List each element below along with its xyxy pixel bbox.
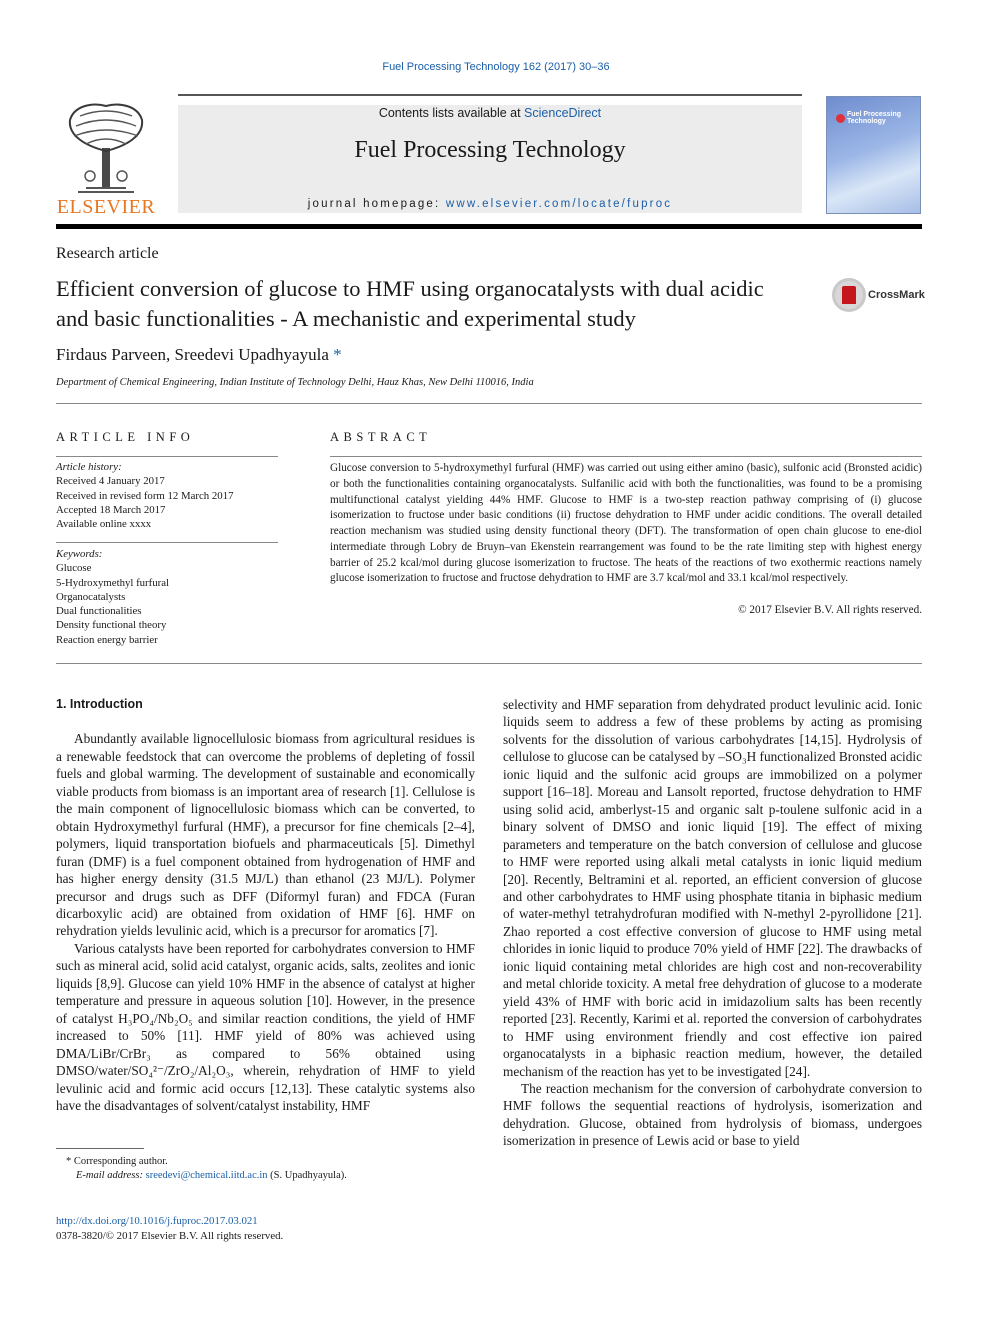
section-heading: 1. Introduction	[56, 697, 143, 711]
abstract-heading: ABSTRACT	[330, 430, 432, 444]
keyword: Glucose	[56, 562, 92, 575]
abstract-text: Glucose conversion to 5-hydroxymethyl furfural (HMF) was carried out using either amino (basic), sulfonic acid (Bronsted acidic) or both the functionalities containing organocatalysts. Sulfanilic acid with both the functionalities, was found to be a promising multifunctional catalyst yielding 44% HMF. Glucose to HMF is a two-step reaction pathway comprising of (i) glucose isomerization to fructose under basic conditions (ii) fructose dehydration to HMF under acidic conditions. The overall detailed reaction mechanism was studied using density functional theory (DFT). The transformation of open chain glucose to ene-diol intermediate through Lobry de Bruyn–van Ekenstein rearrangement was found to be the rate limiting step with highest energy barrier of 25.2 kcal/mol during glucose isomerization to fructose. The heats of the reactions of two exothermic reactions namely glucose isomerization to fructose and fructose dehydration to HMF are 3.7 kcal/mol and 33.1 kcal/mol respectively.	[330, 462, 922, 585]
footnote-rule	[56, 1148, 144, 1149]
crossmark-icon[interactable]	[832, 278, 866, 312]
elsevier-wordmark: ELSEVIER	[56, 196, 156, 218]
article-title: Efficient conversion of glucose to HMF using organocatalysts with dual acidic and basic functionalities - A mechanistic and experimental study	[56, 276, 764, 331]
article-history	[56, 460, 278, 531]
abstract-rule	[330, 456, 922, 457]
email-link[interactable]: sreedevi@chemical.iitd.ac.in	[145, 1170, 268, 1181]
sciencedirect-link[interactable]: ScienceDirect	[524, 106, 602, 120]
keywords-rule	[56, 542, 278, 543]
history-item: Accepted 18 March 2017	[56, 503, 166, 516]
paragraph: The reaction mechanism for the conversion of carbohydrate conversion to HMF follows the sequential reactions of hydrolysis, isomerization and dehydration. Glucose, obtained from hydrolysis of biomass, undergoes isomerization in presence of Lewis acid or base to yield	[503, 1080, 922, 1149]
footnote-email	[76, 1168, 486, 1183]
journal-title: Fuel Processing Technology	[354, 137, 626, 163]
email-suffix: (S. Upadhyayula).	[267, 1170, 347, 1181]
keyword: Dual functionalities	[56, 605, 142, 618]
email-label: E-mail address:	[76, 1170, 146, 1181]
article-info-heading: ARTICLE INFO	[56, 430, 195, 444]
body-right-column	[503, 696, 922, 1150]
paragraph: Various catalysts have been reported for carbohydrates conversion to HMF such as mineral acid, solid acid catalyst, organic acids, salts, zeolites and ionic liquids [8,9]. Glucose can yield 10% HMF in the absence of catalyst at higher temperature and pressure in aqueous solution [10]. However, in the presence of catalyst H₃PO₄/Nb₂O₅ and similar reaction conditions, the yield of HMF increased to 50% [11]. HMF yield of 80% was achieved using DMA/LiBr/CrBr₃ as compared to 56% obtained using DMSO/water/SO₄²⁻/ZrO₂/Al₂O₃, wherein, rehydration of HMF to yield levulinic acid and formic acid occurs [12,13]. These catalytic systems also have the disadvantages of solvent/catalyst instability, HMF	[56, 940, 475, 1113]
title-divider	[56, 403, 922, 404]
keyword: Density functional theory	[56, 619, 167, 632]
journal-citation[interactable]: Fuel Processing Technology 162 (2017) 30–36	[382, 61, 610, 73]
corresponding-author-mark[interactable]: *	[333, 345, 342, 364]
keyword: 5-Hydroxymethyl furfural	[56, 576, 170, 589]
abstract-divider	[56, 663, 922, 664]
contents-prefix: Contents lists available at	[378, 106, 525, 120]
abstract-copyright: © 2017 Elsevier B.V. All rights reserved.	[738, 604, 922, 616]
journal-homepage	[178, 198, 802, 210]
keywords	[56, 547, 278, 647]
affiliation: Department of Chemical Engineering, Indian Institute of Technology Delhi, Hauz Khas, New Delhi 110016, India	[56, 377, 534, 388]
history-item: Received in revised form 12 March 2017	[56, 489, 234, 502]
body-left-column	[56, 696, 475, 1114]
cover-title: Fuel Processing Technology	[847, 111, 902, 125]
masthead-top-rule	[178, 94, 802, 96]
doi-link[interactable]: http://dx.doi.org/10.1016/j.fuproc.2017.03.021	[56, 1215, 258, 1227]
article-type: Research article	[56, 245, 159, 262]
contents-line	[178, 106, 802, 120]
keyword: Reaction energy barrier	[56, 633, 158, 646]
cover-logo-icon	[836, 114, 845, 123]
author-list	[56, 345, 342, 365]
journal-cover-thumbnail[interactable]	[826, 96, 921, 214]
homepage-link[interactable]: www.elsevier.com/locate/fuproc	[445, 198, 673, 210]
footnote-corresponding: * Corresponding author.	[66, 1156, 168, 1167]
article-info-rule	[56, 456, 278, 457]
homepage-prefix: journal homepage:	[307, 198, 446, 210]
issn-line: 0378-3820/© 2017 Elsevier B.V. All rights reserved.	[56, 1230, 284, 1242]
authors-names: Firdaus Parveen, Sreedevi Upadhyayula	[56, 345, 329, 364]
keywords-label: Keywords:	[56, 548, 103, 560]
paragraph: selectivity and HMF separation from dehydrated product levulinic acid. Ionic liquids seem to address a few of these problems by acting as promising solvents for the dissolution of various carbohydrates [14,15]. Hydrolysis of cellulose to glucose can be catalysed by –SO₃H functionalized Bronsted acidic ionic liquid and the sulfonic acid groups are immobilized on a polymer support [16–18]. Moreau and Lansolt reported, fructose dehydration to HMF using solid acid, amberlyst-15 and organic salt p-toulene sulfonic acid in a binary solvent of DMSO and ionic liquid [19]. The effect of mixing parameters and temperature on the batch conversion of cellulose and glucose to HMF were reported using alkali metal catalysts in ionic liquid medium [20]. Recently, Beltramini et al. reported, an efficient conversion of glucose and other carbohydrates to HMF using phosphate titania in biphasic medium of water-methyl tetrahydrofuran modified with N-methyl 2-pyrollidone [21]. Zhao reported a cost effective conversion of glucose to HMF using metal chlorides in ionic liquid to produce 70% yield of HMF [22]. The drawbacks of ionic liquid containing metal chlorides are high cost and non-recoverability and metal chloride toxicity. A metal free dehydration of glucose to a moderate yield 43% of HMF with boric acid in imidazolium salts has been recently reported [23]. Recently, Karimi et al. reported the conversion of carbohydrates to HMF using environment friendly and cost effective ion paired organocatalysts in a biphasic reaction medium, however, the detailed mechanism of the reaction has yet to be investigated [24].	[503, 697, 922, 1079]
paragraph: Abundantly available lignocellulosic biomass from agricultural residues is a renewable feedstock that can overcome the problems of depleting of fossil fuels and global warming. The development of sustainable and economically viable products from biomass is an important area of research [1]. Cellulose is the main component of lignocellulosic biomass which can be converted, to obtain Hydroxymethyl furfural (HMF), a precursor for fine chemicals [2–4], polymers, liquid transportation biofuels and pharmaceuticals [5]. Dimethyl furan (DMF) is a fuel component obtained from hydrogenation of HMF and has higher energy density (31.5 MJ/L) than ethanol (23 MJ/L). Polymer precursor and drugs such as DFF (Diformyl furan) and FDCA (Furan dicarboxylic acid) are obtained from oxidation of HMF [6]. HMF on rehydration yields levulinic acid, which is a precursor for aromatics [7].	[56, 731, 475, 939]
history-label: Article history:	[56, 461, 122, 473]
header-divider	[56, 224, 922, 229]
history-item: Received 4 January 2017	[56, 475, 165, 488]
keyword: Organocatalysts	[56, 590, 126, 603]
crossmark-label[interactable]: CrossMark	[868, 289, 925, 301]
history-item: Available online xxxx	[56, 518, 152, 531]
